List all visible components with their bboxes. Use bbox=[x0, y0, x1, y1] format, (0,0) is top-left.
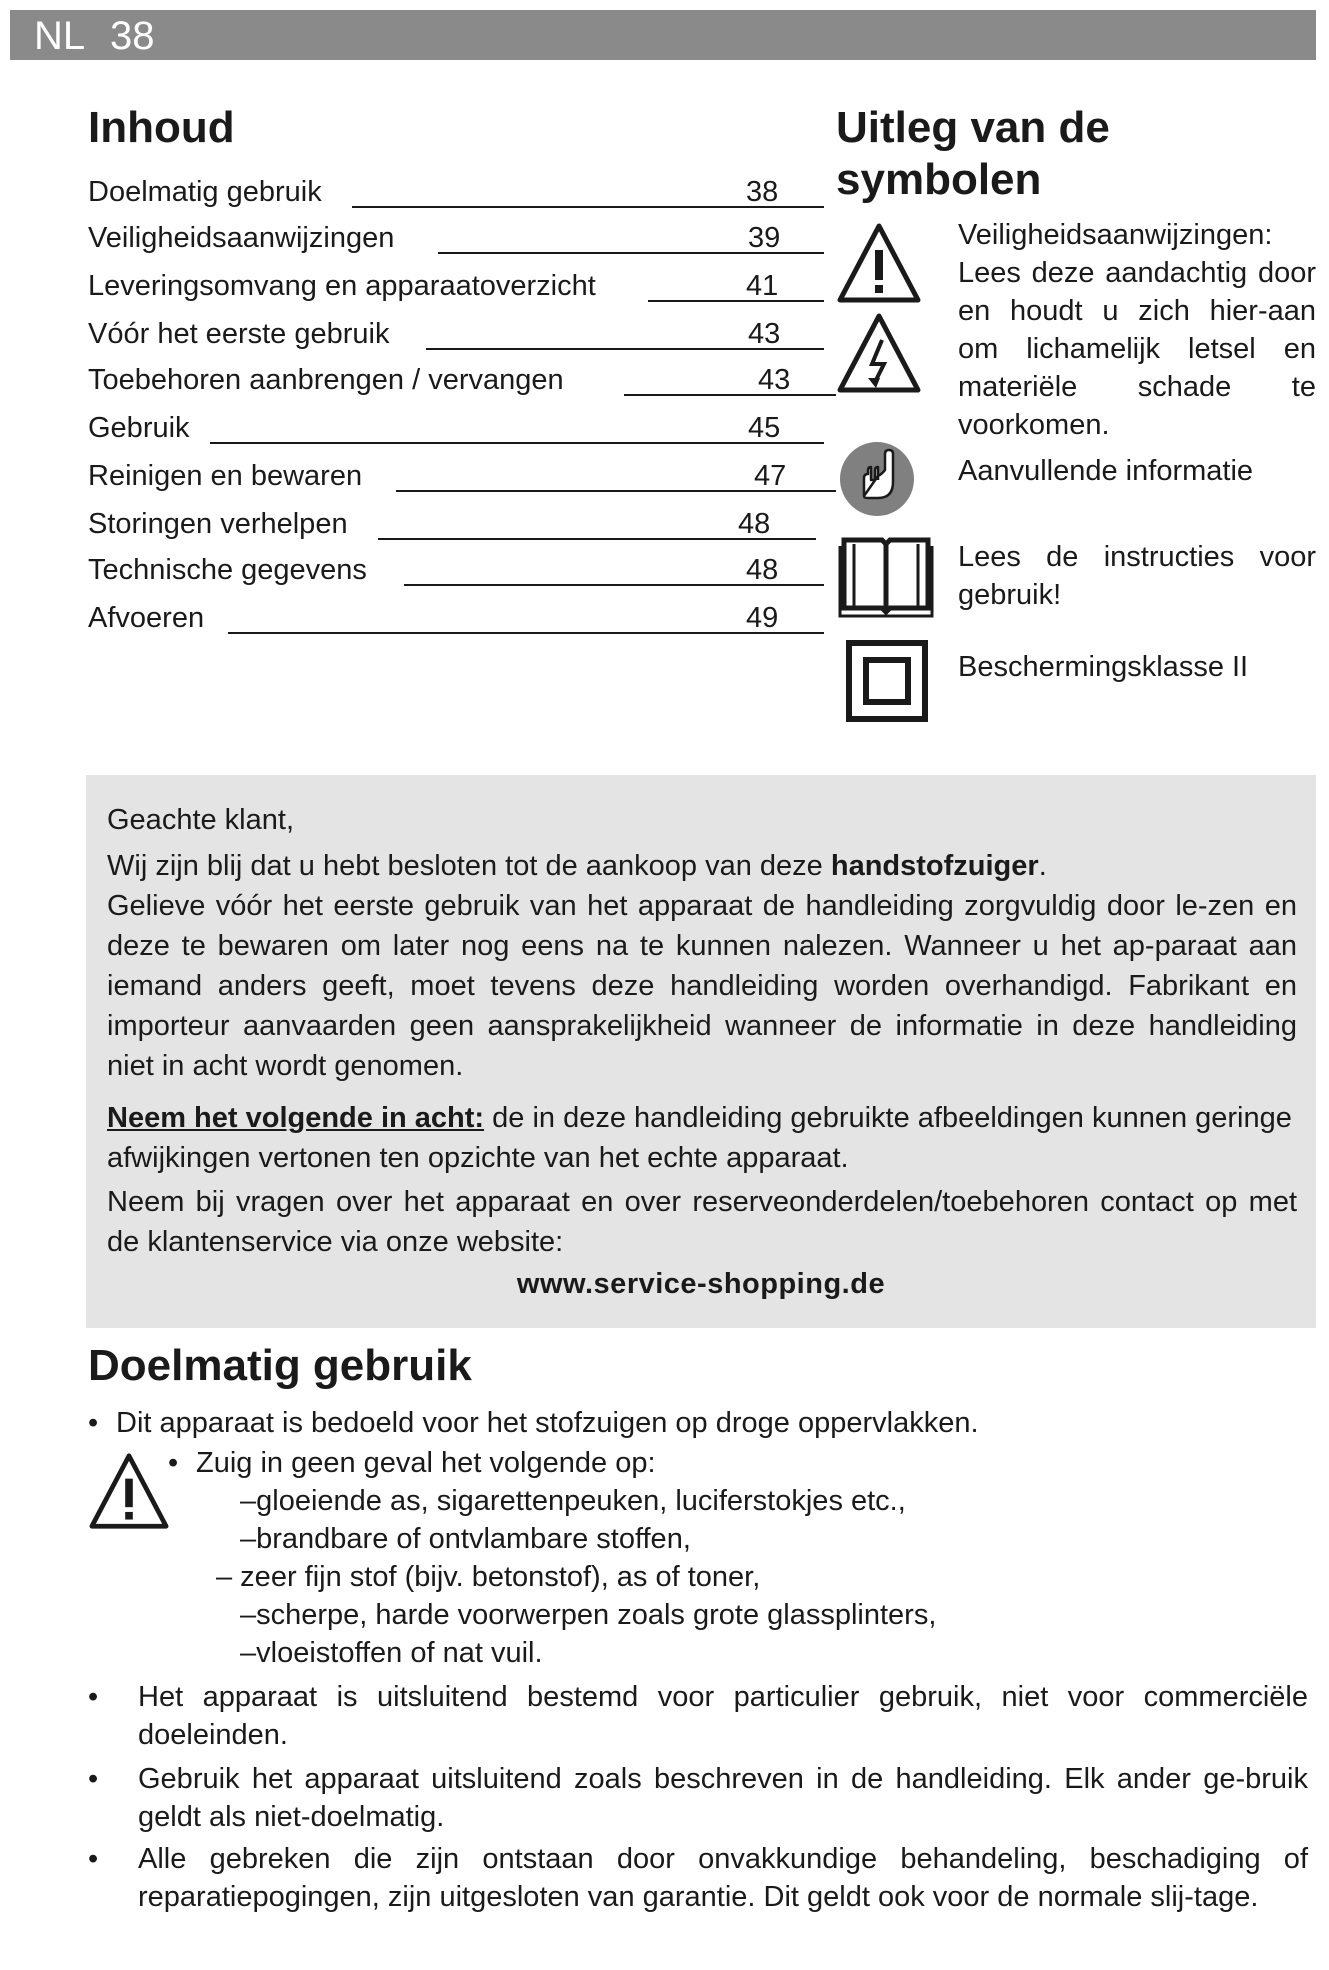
toc-entry[interactable] bbox=[88, 170, 788, 214]
toc-entry-page: 48 bbox=[738, 508, 771, 540]
warning-dash-item: – zeer fijn stof (bijv. betonstof), as of toner, bbox=[216, 1561, 761, 1593]
warning-intro: • Zuig in geen geval het volgende op: bbox=[168, 1447, 656, 1479]
toc-entry[interactable] bbox=[88, 548, 788, 592]
open-book-icon bbox=[838, 534, 934, 620]
greeting-note: Neem het volgende in acht: de in deze handleiding gebruikte afbeeldingen kunnen geringe afwijkingen vertonen ten opzichte van het echte apparaat. bbox=[107, 1102, 1292, 1174]
toc-entry-page: 39 bbox=[748, 222, 781, 254]
warning-triangle-icon bbox=[836, 222, 922, 304]
toc-entry-label: Technische gegevens bbox=[88, 554, 367, 586]
toc-leader-line bbox=[648, 300, 824, 302]
bullet-marker: • bbox=[88, 1681, 99, 1713]
warning-triangle-icon bbox=[88, 1452, 170, 1530]
toc-entry-label: Storingen verhelpen bbox=[88, 508, 348, 540]
toc-entry[interactable] bbox=[88, 596, 788, 640]
symbol-description-manual: Lees de instructies voor gebruik! bbox=[958, 541, 1316, 611]
electric-warning-icon bbox=[836, 312, 922, 394]
symbol-description-info: Aanvullende informatie bbox=[958, 455, 1254, 487]
toc-entry-label: Leveringsomvang en apparaatoverzicht bbox=[88, 270, 596, 302]
language-code: NL bbox=[34, 14, 86, 58]
toc-entry-label: Gebruik bbox=[88, 412, 190, 444]
toc-entry[interactable] bbox=[88, 216, 788, 260]
usage-bullet: Gebruik het apparaat uitsluitend zoals beschreven in de handleiding. Elk ander ge-bruik geldt als niet-doelmatig. bbox=[138, 1763, 1308, 1833]
usage-bullet: Het apparaat is uitsluitend bestemd voor particulier gebruik, niet voor commerciële doeleinden. bbox=[138, 1681, 1308, 1751]
note-label: Neem het volgende in acht: bbox=[107, 1102, 485, 1134]
toc-leader-line bbox=[228, 632, 824, 634]
warning-dash-item: –gloeiende as, sigarettenpeuken, luciferstokjes etc., bbox=[240, 1485, 906, 1517]
toc-entry[interactable] bbox=[88, 264, 788, 308]
toc-entry[interactable] bbox=[88, 454, 788, 498]
greeting-paragraph: Gelieve vóór het eerste gebruik van het apparaat de handleiding zorgvuldig door le-zen en deze te bewaren om later nog eens na te kunnen nalezen. Wanneer u het ap-paraat aan iemand anders geeft, moet tevens deze handleiding worden overhandigd. Fabrikant en importeur aanvaarden geen aansprakelijkheid wanneer de informatie in deze handleiding niet in acht wordt genomen. bbox=[107, 890, 1297, 1082]
double-square-icon bbox=[846, 640, 928, 722]
toc-entry-page: 49 bbox=[746, 602, 779, 634]
page-header bbox=[10, 10, 1316, 60]
toc-entry-label: Afvoeren bbox=[88, 602, 205, 634]
toc-entry-page: 47 bbox=[754, 460, 787, 492]
toc-entry[interactable] bbox=[88, 406, 788, 450]
bullet-marker: • bbox=[88, 1763, 99, 1795]
usage-title: Doelmatig gebruik bbox=[88, 1341, 472, 1390]
page-number: 38 bbox=[110, 14, 155, 58]
toc-entry[interactable] bbox=[88, 312, 788, 356]
toc-title: Inhoud bbox=[88, 103, 235, 152]
toc-entry-page: 48 bbox=[746, 554, 779, 586]
warning-dash-item: –brandbare of ontvlambare stoffen, bbox=[240, 1523, 691, 1555]
symbol-description-safety: Veiligheidsaanwijzingen: Lees deze aandachtig door en houdt u zich hier-aan om lichamelijk letsel en materiële schade te voorkomen. bbox=[958, 219, 1316, 441]
toc-entry-page: 45 bbox=[748, 412, 781, 444]
greeting-salutation: Geachte klant, bbox=[107, 804, 294, 836]
usage-bullet: Alle gebreken die zijn ontstaan door onvakkundige behandeling, beschadiging of reparatiepogingen, zijn uitgesloten van garantie. Dit geldt ook voor de normale slij-tage. bbox=[138, 1843, 1308, 1913]
greeting-contact: Neem bij vragen over het apparaat en over reserveonderdelen/toebehoren contact op met de klantenservice via onze website: bbox=[107, 1186, 1297, 1258]
toc-entry-page: 41 bbox=[746, 270, 779, 302]
toc-entry[interactable] bbox=[88, 358, 791, 402]
toc-entry-label: Reinigen en bewaren bbox=[88, 460, 363, 492]
warning-dash-item: –vloeistoffen of nat vuil. bbox=[240, 1637, 543, 1669]
toc-entry-label: Vóór het eerste gebruik bbox=[88, 318, 390, 350]
usage-bullet: • Dit apparaat is bedoeld voor het stofzuigen op droge oppervlakken. bbox=[88, 1407, 979, 1439]
symbol-description-protection-class: Beschermingsklasse II bbox=[958, 651, 1249, 683]
symbols-title: Uitleg van de symbolen bbox=[836, 103, 1110, 204]
toc-entry-page: 43 bbox=[748, 318, 781, 350]
greeting-intro: Wij zijn blij dat u hebt besloten tot de aankoop van deze handstofzuiger. bbox=[107, 850, 1047, 882]
toc-entry-label: Veiligheidsaanwijzingen bbox=[88, 222, 395, 254]
bullet-marker: • bbox=[88, 1843, 99, 1875]
toc-entry[interactable] bbox=[88, 502, 788, 546]
toc-entry-page: 43 bbox=[758, 364, 791, 396]
product-name: handstofzuiger bbox=[830, 850, 1039, 882]
toc-leader-line bbox=[624, 394, 836, 396]
toc-entry-page: 38 bbox=[746, 176, 779, 208]
warning-dash-item: –scherpe, harde voorwerpen zoals grote glassplinters, bbox=[240, 1599, 937, 1631]
website-link[interactable]: www.service-shopping.de bbox=[516, 1268, 886, 1300]
hand-info-icon bbox=[838, 440, 916, 518]
toc-leader-line bbox=[210, 442, 824, 444]
toc-entry-label: Doelmatig gebruik bbox=[88, 176, 322, 208]
toc-entry-label: Toebehoren aanbrengen / vervangen bbox=[88, 364, 564, 396]
